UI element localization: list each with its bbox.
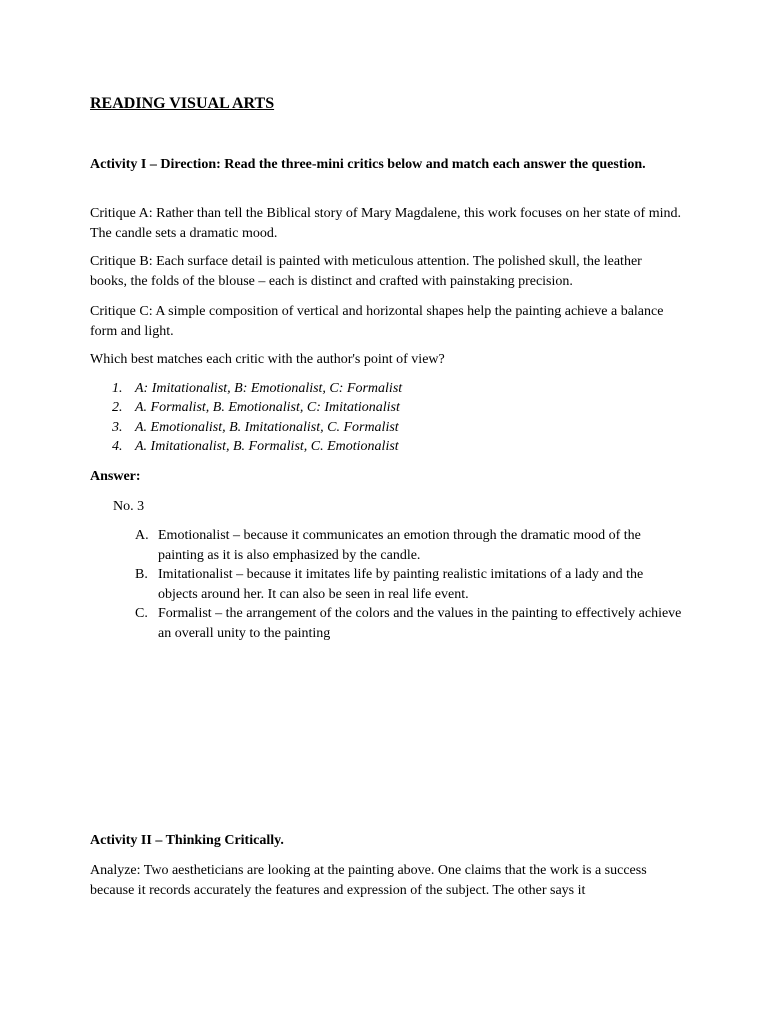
- explanation-letter: B.: [135, 567, 148, 582]
- answer-label: Answer:: [90, 469, 141, 484]
- choice-number: 2.: [112, 400, 123, 416]
- critique-c: Critique C: A simple composition of vertical and horizontal shapes help the painting achieve a balance form and light.: [90, 304, 664, 339]
- answer-choice: [90, 398, 402, 417]
- answer-explanations-list: [135, 526, 685, 643]
- explanation-text: Imitationalist – because it imitates life by painting realistic imitations of a lady and the objects around her. It can also be seen in real life event.: [158, 567, 644, 602]
- explanation-item: [135, 526, 685, 565]
- choice-text: A. Emotionalist, B. Imitationalist, C. Formalist: [135, 419, 399, 435]
- explanation-item: [135, 565, 685, 604]
- explanation-text: Emotionalist – because it communicates an emotion through the dramatic mood of the painting as it is also emphasized by the candle.: [158, 528, 641, 563]
- answer-choice: [90, 379, 402, 398]
- choice-text: A. Formalist, B. Emotionalist, C: Imitationalist: [135, 400, 400, 416]
- answer-choices-list: [90, 379, 402, 456]
- answer-choice: [90, 418, 402, 437]
- activity-2-heading: Activity II – Thinking Critically.: [90, 833, 284, 848]
- activity-2-analyze: Analyze: Two aestheticians are looking at the painting above. One claims that the work is a success because it records accurately the features and expression of the subject. The other says it: [90, 863, 647, 898]
- explanation-letter: C.: [135, 606, 148, 621]
- answer-choice: [90, 437, 402, 456]
- answer-number: No. 3: [113, 499, 145, 514]
- choice-number: 3.: [112, 419, 123, 435]
- choice-text: A: Imitationalist, B: Emotionalist, C: Formalist: [135, 381, 403, 396]
- activity-1-heading: Activity I – Direction: Read the three-mini critics below and match each answer the question.: [90, 157, 646, 172]
- critique-b: Critique B: Each surface detail is painted with meticulous attention. The polished skull, the leather books, the folds of the blouse – each is distinct and crafted with painstaking precision.: [90, 254, 642, 289]
- choice-number: 1.: [112, 381, 123, 396]
- choice-text: A. Imitationalist, B. Formalist, C. Emotionalist: [135, 438, 399, 454]
- choice-number: 4.: [112, 438, 123, 454]
- document-title: READING VISUAL ARTS: [90, 95, 275, 112]
- explanation-letter: A.: [135, 528, 149, 543]
- activity-1-question: Which best matches each critic with the author's point of view?: [90, 352, 445, 367]
- explanation-item: [135, 604, 685, 643]
- explanation-text: Formalist – the arrangement of the colors and the values in the painting to effectively achieve an overall unity to the painting: [158, 606, 682, 641]
- critique-a: Critique A: Rather than tell the Biblical story of Mary Magdalene, this work focuses on her state of mind. The candle sets a dramatic mood.: [90, 206, 681, 241]
